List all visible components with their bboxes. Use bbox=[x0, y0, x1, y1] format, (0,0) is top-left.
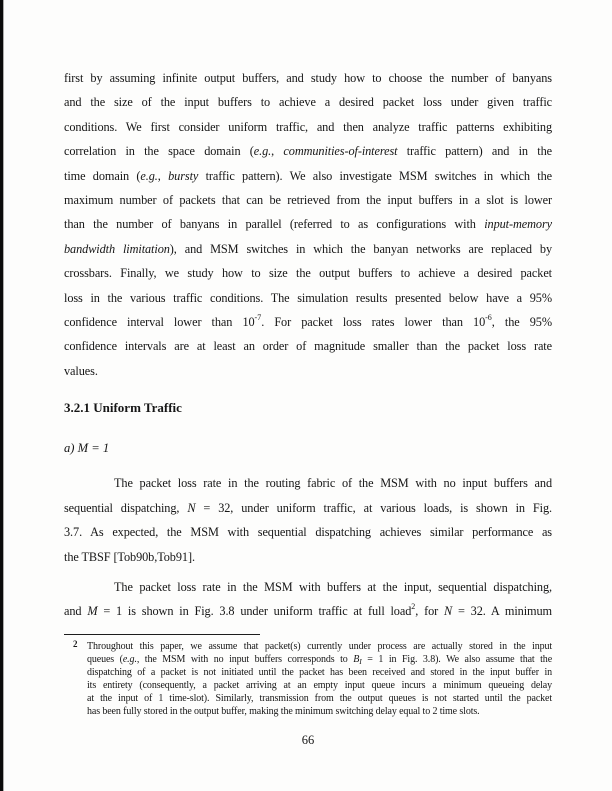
footnote-separator bbox=[64, 634, 260, 635]
footnote-text: Throughout this paper, we assume that packet(s) currently under process are actually stored in the input queues (e.g., the MSM with no input buffers corresponds to $B_I = 1$ in Fig. 3.8). We also assume that the dispatching of a packet is not initiated until the packet has been received and stored in the input buffer in its entirety (consequently, a packet arriving at an empty input queue incurs a minimum queueing delay at the input of 1 time-slot). Similarly, transmission from the output queues is not started until the packet has been fully stored in the output buffer, making the minimum switching delay equal to 2 time slots. bbox=[87, 640, 553, 718]
paragraph-fig37: The packet loss rate in the routing fabric of the MSM with no input buffers and sequential dispatching, N = 32, under uniform traffic, at various loads, is shown in Fig. 3.7. As expected, the MSM with sequential dispatching achieves similar performance as the TBSF [Tob90b,Tob91]. bbox=[64, 476, 552, 564]
section-heading: 3.2.1 Uniform Traffic bbox=[64, 400, 182, 416]
page-number: 66 bbox=[301, 733, 315, 748]
subsection-label: a) M = 1 bbox=[64, 441, 110, 456]
footnote-marker: 2 bbox=[73, 638, 78, 649]
paragraph-fig38: The packet loss rate in the MSM with buffers at the input, sequential dispatching, and M = 1 is shown in Fig. 3.8 under uniform traffic at full load$^2$, for N = 32. A minimum bbox=[64, 579, 552, 619]
footnote bbox=[64, 640, 552, 719]
paragraph-intro: first by assuming infinite output buffers, and study how to choose the number of banyans and the size of the input buffers to achieve a desired packet loss under given traffic conditions. We first consider uniform traffic, and then analyze traffic patterns exhibiting correlation in the space domain (e.g., communities-of-interest traffic pattern) and in the time domain (e.g., bursty traffic pattern). We also investigate MSM switches in which the maximum number of packets that can be retrieved from the input buffers in a slot is lower than the number of banyans in parallel (referred to as configurations with input-memory bandwidth limitation), and MSM switches in which the banyan networks are replaced by crossbars. Finally, we study how to size the output buffers to achieve a desired packet loss in the various traffic conditions. The simulation results presented below have a 95% confidence interval lower than $10^{-7}$. For packet loss rates lower than $10^{-6}$, the 95% confidence intervals are at least an order of magnitude smaller than the packet loss rate values. bbox=[64, 71, 553, 378]
